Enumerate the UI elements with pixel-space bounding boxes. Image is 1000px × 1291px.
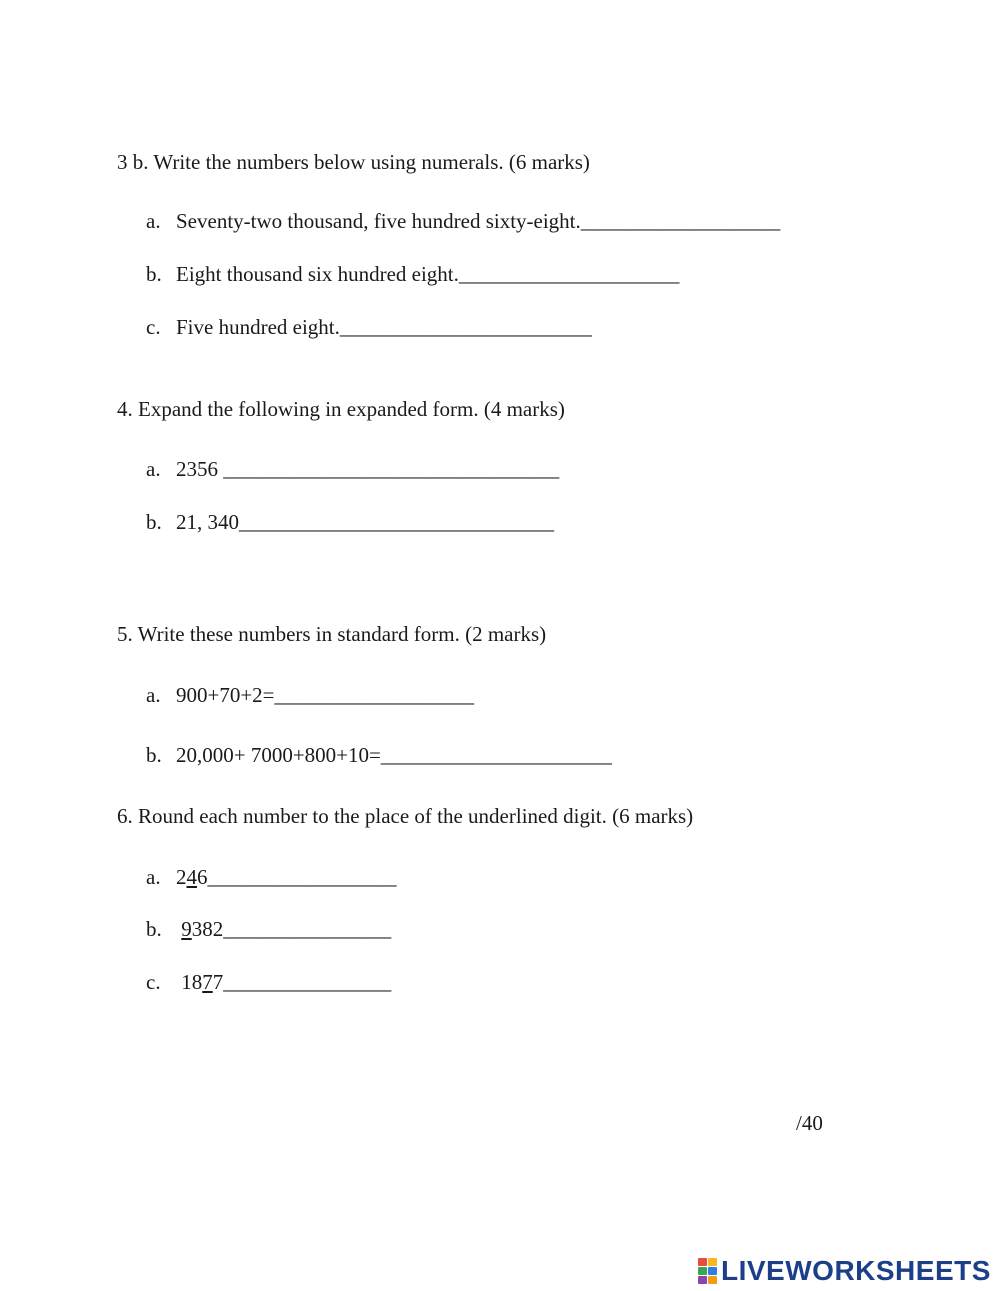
number-suffix: 6__________________: [197, 865, 397, 889]
item-letter: a.: [146, 683, 161, 707]
question-5-title: 5. Write these numbers in standard form. (2 marks): [117, 622, 547, 646]
item-text: 20,000+ 7000+800+10=______________________: [176, 743, 612, 767]
logo-block: [708, 1267, 717, 1275]
question-6-title: 6. Round each number to the place of the underlined digit. (6 marks): [117, 804, 694, 828]
item-text: Eight thousand six hundred eight._____________________: [176, 262, 680, 286]
underlined-digit: 9: [181, 917, 192, 941]
item-letter: b.: [146, 917, 162, 941]
item-text: 2356 ________________________________: [176, 457, 560, 481]
item-text: 21, 340______________________________: [176, 510, 554, 534]
question-5-item-b[interactable]: [146, 743, 612, 767]
liveworksheets-logo: [698, 1256, 991, 1286]
logo-block: [708, 1258, 717, 1266]
logo-block: [698, 1267, 707, 1275]
question-4-item-a[interactable]: [146, 457, 559, 481]
question-6-item-b[interactable]: [146, 917, 391, 941]
underlined-digit: 4: [186, 865, 197, 889]
item-text: Five hundred eight.________________________: [176, 315, 592, 339]
number-prefix: 2: [176, 865, 187, 889]
number-prefix: 18: [176, 970, 203, 994]
logo-block: [698, 1258, 707, 1266]
item-letter: a.: [146, 865, 161, 889]
question-3b-item-b[interactable]: [146, 262, 679, 286]
logo-block: [698, 1276, 707, 1284]
question-3b-item-c[interactable]: [146, 315, 592, 339]
item-letter: b.: [146, 743, 162, 767]
logo-blocks-icon: [698, 1258, 717, 1284]
item-letter: a.: [146, 209, 161, 233]
underlined-digit: 7: [202, 970, 213, 994]
item-letter: a.: [146, 457, 161, 481]
logo-block: [708, 1276, 717, 1284]
question-5-item-a[interactable]: [146, 683, 474, 707]
item-letter: c.: [146, 970, 161, 994]
total-score: /40: [796, 1111, 823, 1135]
item-letter: b.: [146, 510, 162, 534]
question-3b-title: 3 b. Write the numbers below using numerals. (6 marks): [117, 150, 590, 174]
question-3b-item-a[interactable]: [146, 209, 780, 233]
logo-text: LIVEWORKSHEETS: [721, 1255, 991, 1286]
item-letter: c.: [146, 315, 161, 339]
question-4-title: 4. Expand the following in expanded form. (4 marks): [117, 397, 565, 421]
question-6-item-c[interactable]: [146, 970, 391, 994]
item-letter: b.: [146, 262, 162, 286]
item-text: Seventy-two thousand, five hundred sixty-eight.___________________: [176, 209, 781, 233]
question-4-item-b[interactable]: [146, 510, 554, 534]
number-suffix: 382________________: [191, 917, 392, 941]
number-suffix: 7________________: [212, 970, 392, 994]
question-6-item-a[interactable]: [146, 865, 397, 889]
item-text: 900+70+2=___________________: [176, 683, 475, 707]
